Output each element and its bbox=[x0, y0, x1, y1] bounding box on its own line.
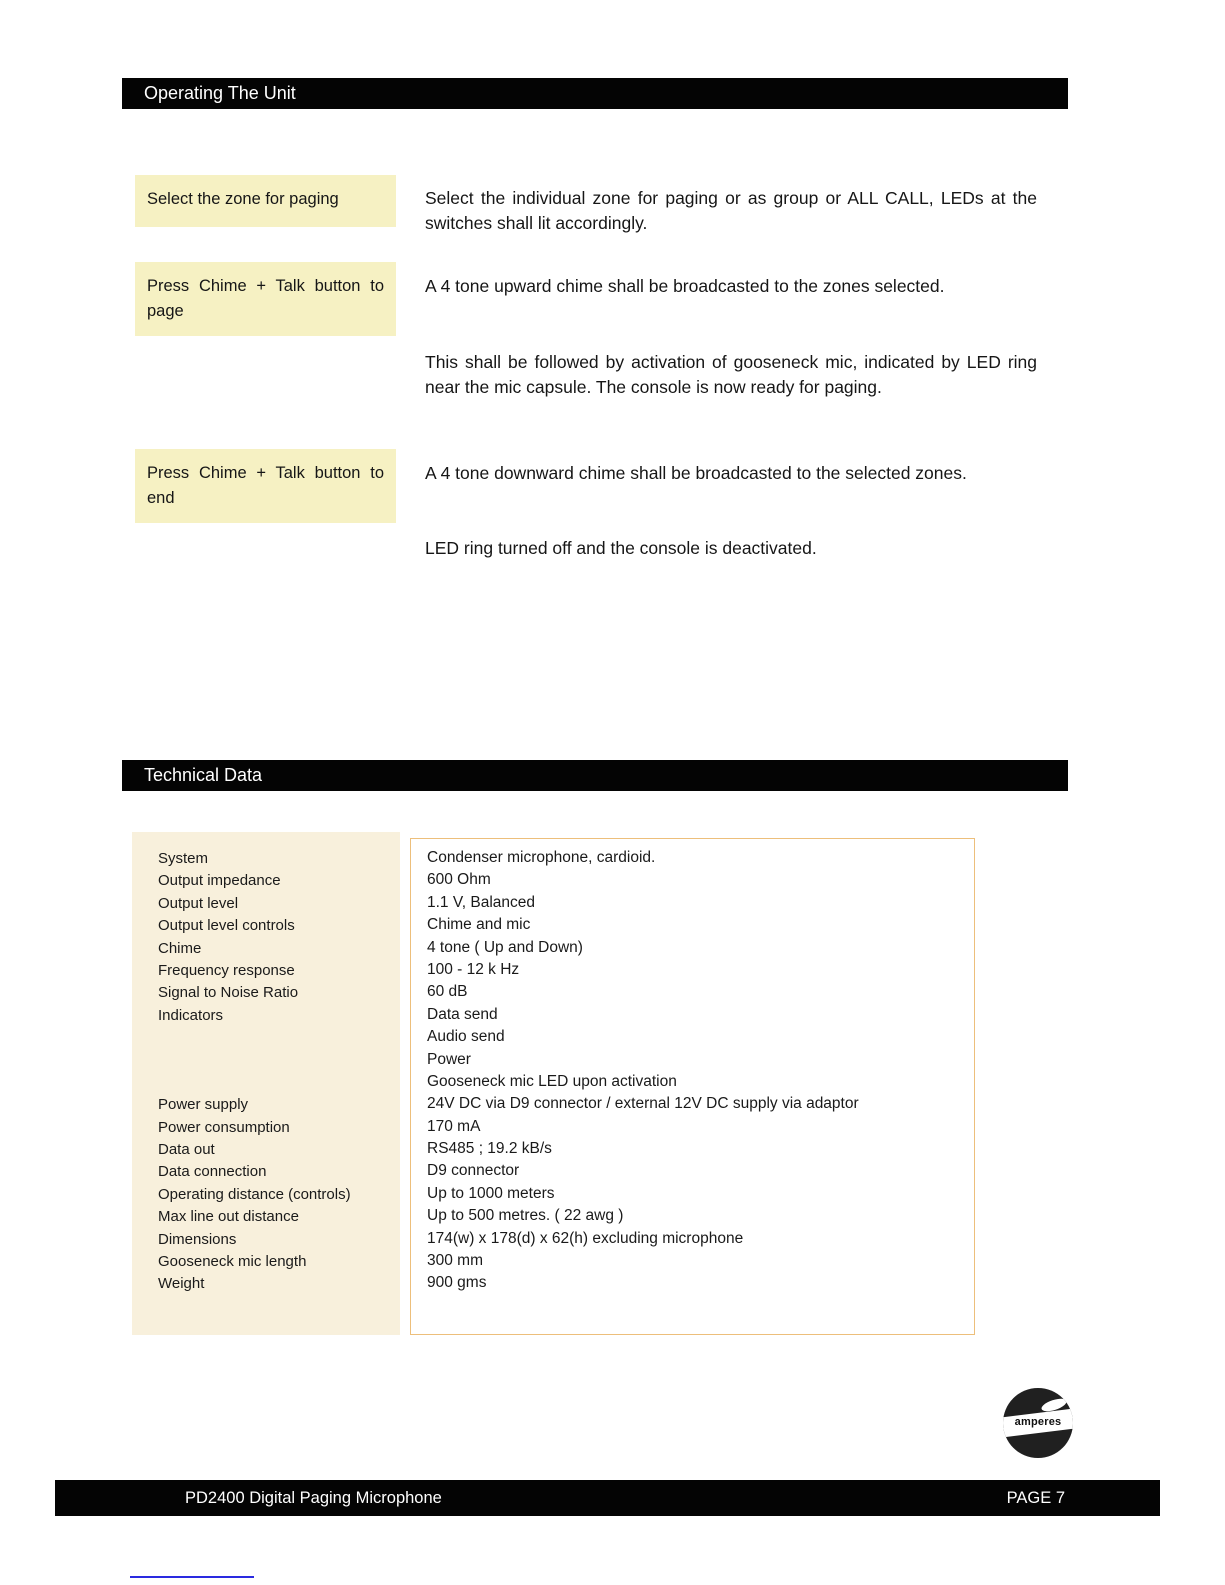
section-header-technical bbox=[122, 760, 1068, 791]
tech-label: Indicators bbox=[158, 1006, 224, 1024]
step-paragraph: This shall be followed by activation of gooseneck mic, indicated by LED ring near the mic capsule. The console is now ready for paging. bbox=[425, 352, 1037, 397]
step-label-select-zone: Select the zone for paging bbox=[135, 175, 396, 227]
tech-label: Output impedance bbox=[158, 872, 281, 890]
tech-value: 174(w) x 178(d) x 62(h) excluding microphone bbox=[427, 1229, 744, 1247]
tech-label: Power consumption bbox=[158, 1118, 290, 1136]
tech-label: Output level controls bbox=[158, 917, 295, 935]
tech-label: Signal to Noise Ratio bbox=[158, 984, 299, 1002]
tech-label: Data out bbox=[158, 1141, 215, 1159]
tech-label: Weight bbox=[158, 1275, 205, 1293]
step-paragraph: A 4 tone downward chime shall be broadcasted to the selected zones. bbox=[425, 463, 967, 483]
tech-value: RS485 ; 19.2 kB/s bbox=[427, 1140, 552, 1158]
tech-label: System bbox=[158, 850, 209, 867]
tech-value: 600 Ohm bbox=[427, 871, 491, 889]
tech-value: 300 mm bbox=[427, 1252, 483, 1270]
tech-label: Power supply bbox=[158, 1096, 249, 1114]
tech-value: Gooseneck mic LED upon activation bbox=[427, 1072, 677, 1090]
tech-value: Up to 500 metres. ( 22 awg ) bbox=[427, 1207, 624, 1225]
tech-value: D9 connector bbox=[427, 1162, 520, 1180]
step-paragraph: A 4 tone upward chime shall be broadcasted to the zones selected. bbox=[425, 276, 945, 296]
tech-label: Operating distance (controls) bbox=[158, 1185, 351, 1203]
section-title: Technical Data bbox=[144, 765, 263, 785]
tech-value: Data send bbox=[427, 1005, 498, 1023]
footer-page-number: PAGE 7 bbox=[1006, 1489, 1065, 1507]
tech-value: 24V DC via D9 connector / external 12V DC supply via adaptor bbox=[427, 1095, 859, 1113]
tech-label: Dimensions bbox=[158, 1230, 237, 1248]
tech-label-spacer bbox=[158, 1027, 392, 1049]
tech-value: Chime and mic bbox=[427, 916, 531, 934]
tech-value: 100 - 12 k Hz bbox=[427, 960, 520, 978]
tech-value: 900 gms bbox=[427, 1274, 487, 1292]
tech-label: Data connection bbox=[158, 1163, 267, 1181]
amperes-logo bbox=[1003, 1388, 1073, 1458]
tech-label: Output level bbox=[158, 894, 239, 912]
logo-text: amperes bbox=[1014, 1416, 1062, 1428]
tech-value: 4 tone ( Up and Down) bbox=[427, 938, 583, 956]
tech-value: Audio send bbox=[427, 1028, 505, 1046]
link-underline[interactable] bbox=[130, 1576, 254, 1578]
tech-label: Gooseneck mic length bbox=[158, 1253, 307, 1271]
tech-label: Frequency response bbox=[158, 961, 295, 979]
tech-value: Power bbox=[427, 1050, 471, 1068]
section-header-operating bbox=[122, 78, 1068, 109]
step-label-chime-talk-end: Press Chime + Talk button to end bbox=[135, 449, 396, 523]
tech-value: Up to 1000 meters bbox=[427, 1184, 555, 1202]
tech-label-spacer bbox=[158, 1072, 392, 1094]
tech-value: 170 mA bbox=[427, 1117, 481, 1135]
tech-label: Chime bbox=[158, 939, 202, 957]
tech-values-panel bbox=[410, 838, 975, 1335]
step-paragraph: LED ring turned off and the console is deactivated. bbox=[425, 538, 817, 558]
step-paragraph: Select the individual zone for paging or as group or ALL CALL, LEDs at the switches shall lit accordingly. bbox=[425, 188, 1037, 233]
footer-bar bbox=[55, 1480, 1160, 1516]
tech-label: Max line out distance bbox=[158, 1208, 299, 1226]
tech-value: 60 dB bbox=[427, 983, 468, 1001]
tech-labels-column bbox=[132, 832, 400, 1335]
footer-title: PD2400 Digital Paging Microphone bbox=[185, 1489, 442, 1507]
tech-value: Condenser microphone, cardioid. bbox=[427, 849, 656, 866]
section-title: Operating The Unit bbox=[144, 83, 296, 103]
tech-label-spacer bbox=[158, 1050, 392, 1072]
step-label-chime-talk-page: Press Chime + Talk button to page bbox=[135, 262, 396, 336]
tech-value: 1.1 V, Balanced bbox=[427, 893, 536, 911]
